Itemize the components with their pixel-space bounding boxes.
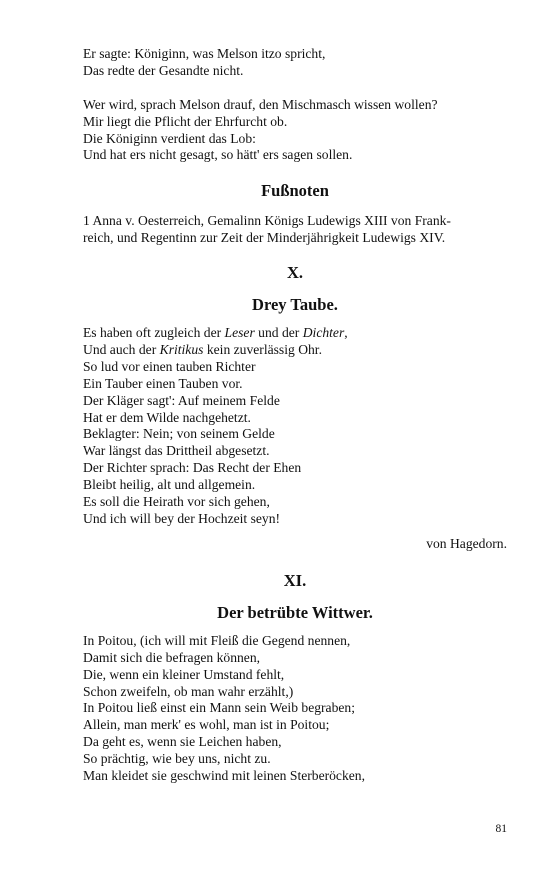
verse-line: Mir liegt die Pflicht der Ehrfurcht ob. bbox=[83, 113, 288, 129]
verse-line: Der Kläger sagt': Auf meinem Felde bbox=[83, 392, 280, 408]
poem-number: X. bbox=[286, 263, 304, 283]
verse-emphasis: Leser bbox=[224, 325, 255, 341]
poem-title: Drey Taube. bbox=[252, 295, 338, 315]
verse-text: und der bbox=[254, 325, 303, 341]
verse-line: Das redte der Gesandte nicht. bbox=[83, 62, 244, 78]
verse-line: Es soll die Heirath vor sich gehen, bbox=[83, 494, 270, 510]
footnotes-heading: Fußnoten bbox=[261, 181, 329, 201]
page-number: 81 bbox=[495, 823, 507, 835]
verse-line: Wer wird, sprach Melson drauf, den Mischmasch wissen wollen? bbox=[83, 96, 438, 112]
verse-line bbox=[83, 342, 507, 359]
verse-line: Da geht es, wenn sie Leichen haben, bbox=[83, 734, 282, 750]
verse-line: In Poitou ließ einst ein Mann sein Weib begraben; bbox=[83, 700, 355, 716]
stanza-1 bbox=[83, 46, 507, 80]
verse-line: Und ich will bey der Hochzeit seyn! bbox=[83, 511, 281, 526]
verse-line: Die, wenn ein kleiner Umstand fehlt, bbox=[83, 666, 285, 682]
verse-line: Damit sich die befragen können, bbox=[83, 649, 261, 665]
footnote-line: 1 Anna v. Oesterreich, Gemalinn Königs Ludewigs XIII von Frank- bbox=[83, 213, 451, 229]
poem-11-verses bbox=[83, 633, 507, 785]
verse-line: So lud vor einen tauben Richter bbox=[83, 358, 256, 374]
page-body bbox=[83, 46, 507, 802]
verse-line: Die Königinn verdient das Lob: bbox=[83, 130, 256, 146]
verse-line: Hat er dem Wilde nachgehetzt. bbox=[83, 409, 251, 425]
verse-line: Schon zweifeln, ob man wahr erzählt,) bbox=[83, 683, 294, 699]
verse-text: Und auch der bbox=[83, 341, 160, 357]
verse-line: War längst das Drittheil abgesetzt. bbox=[83, 443, 270, 459]
verse-line: Ein Tauber einen Tauben vor. bbox=[83, 375, 243, 391]
verse-line: Und hat ers nicht gesagt, so hätt' ers sagen sollen. bbox=[83, 147, 353, 163]
verse-text: Es haben oft zugleich der bbox=[83, 325, 225, 341]
stanza-2 bbox=[83, 97, 507, 165]
verse-line: Er sagte: Königinn, was Melson itzo spricht, bbox=[83, 46, 326, 61]
verse-line: In Poitou, (ich will mit Fleiß die Gegend nennen, bbox=[83, 632, 351, 648]
verse-line: Bleibt heilig, alt und allgemein. bbox=[83, 477, 256, 493]
verse-emphasis: Dichter bbox=[302, 325, 345, 341]
verse-text: , bbox=[344, 325, 348, 341]
verse-line bbox=[83, 325, 507, 342]
verse-text: kein zuverlässig Ohr. bbox=[203, 341, 322, 357]
footnote-line: reich, und Regentinn zur Zeit der Minderjährigkeit Ludewigs XIV. bbox=[83, 230, 446, 246]
poem-number: XI. bbox=[283, 570, 307, 590]
poem-author: von Hagedorn. bbox=[426, 535, 507, 551]
footnote-text bbox=[83, 213, 507, 247]
verse-line: Beklagter: Nein; von seinem Gelde bbox=[83, 426, 275, 442]
verse-line: So prächtig, wie bey uns, nicht zu. bbox=[83, 751, 271, 767]
verse-line: Man kleidet sie geschwind mit leinen Sterberöcken, bbox=[83, 768, 365, 784]
poem-title: Der betrübte Wittwer. bbox=[217, 602, 373, 622]
verse-emphasis: Kritikus bbox=[159, 341, 204, 357]
verse-line: Der Richter sprach: Das Recht der Ehen bbox=[83, 460, 302, 476]
verse-line: Allein, man merk' es wohl, man ist in Poitou; bbox=[83, 717, 330, 733]
poem-10-verses bbox=[83, 325, 507, 528]
